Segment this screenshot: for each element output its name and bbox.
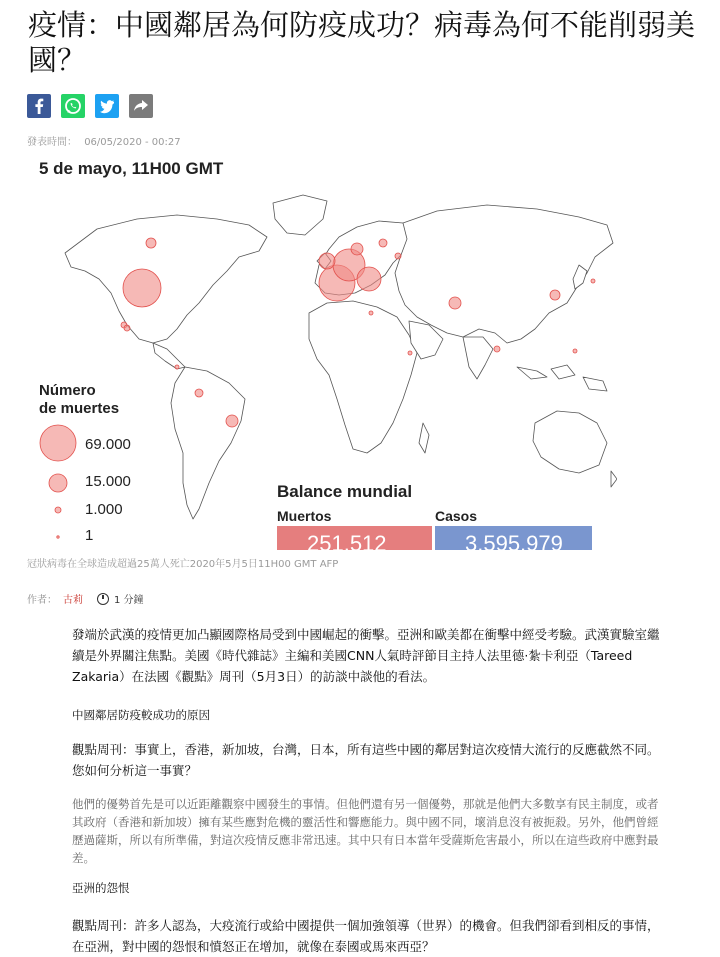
legend-label: 1.000	[85, 501, 123, 518]
covid-world-map-figure	[27, 153, 617, 550]
map-date: 5 de mayo, 11H00 GMT	[39, 159, 224, 178]
published-label: 發表時間：	[27, 137, 77, 148]
legend-bubbles	[40, 425, 76, 538]
image-caption: 冠狀病毒在全球造成超過25萬人死亡2020年5月5日11H00 GMT AFP	[27, 559, 339, 570]
byline	[27, 591, 144, 606]
cases-value: 3.595.979	[435, 526, 592, 550]
subheading-neighbors: 中國鄰居防疫較成功的原因	[72, 708, 210, 722]
publish-meta	[27, 133, 181, 148]
paragraph-question-2: 觀點周刊：許多人認為，大疫流行或給中國提供一個加強領導（世界）的機會。但我們卻看到相反的事情，在亞洲，對中國的怨恨和憤怒正在增加，就像在泰國或馬來西亞？	[72, 918, 660, 954]
paragraph-answer-1: 他們的優勢首先是可以近距離觀察中國發生的事情。但他們還有另一個優勢，那就是他們大多數享有民主制度，或者其政府（香港和新加坡）擁有某些應對危機的靈活性和響應能力。與中國不同，壞消息沒有被扼殺。另外，他們曾經歷過薩斯，所以有所準備，對這次疫情反應非常迅速。其中只有日本當年受薩斯危害最小，所以在這些政府中應對最差。	[72, 797, 659, 865]
deaths-label: Muertos	[277, 508, 332, 524]
author-label: 作者：	[27, 595, 57, 606]
published-date: 06/05/2020 - 00:27	[84, 137, 181, 148]
article-title: 疫情：中國鄰居為何防疫成功？病毒為何不能削弱美國？	[28, 8, 696, 77]
subheading-asia: 亞洲的怨恨	[72, 881, 130, 895]
balance-title: Balance mundial	[277, 482, 413, 501]
legend-label: 1	[85, 527, 94, 544]
reading-time: 1 分鐘	[114, 595, 144, 606]
twitter-icon[interactable]	[95, 94, 119, 118]
author-link[interactable]: 古莉	[63, 595, 83, 606]
legend-title-line2: de muertes	[39, 400, 120, 417]
share-icon[interactable]	[129, 94, 153, 118]
cases-label: Casos	[435, 508, 478, 524]
legend-label: 69.000	[85, 436, 131, 453]
facebook-icon[interactable]	[27, 94, 51, 118]
deaths-value: 251.512	[277, 526, 432, 550]
legend-label: 15.000	[85, 473, 131, 490]
paragraph-intro: 發端於武漢的疫情更加凸顯國際格局受到中國崛起的衝擊。亞洲和歐美都在衝擊中經受考驗。武漢實驗室繼續是外界關注焦點。美國《時代雜誌》主編和美國CNN人氣時評節目主持人法里德·紮卡利亞（Tareed Zakaria）在法國《觀點》周刊（5月3日）的訪談中談他的看法。	[72, 627, 660, 684]
legend-title	[39, 382, 119, 418]
whatsapp-icon[interactable]	[61, 94, 85, 118]
clock-icon	[97, 593, 109, 605]
share-bar	[27, 94, 153, 118]
paragraph-question-1: 觀點周刊：事實上，香港，新加坡，台灣，日本，所有這些中國的鄰居對這次疫情大流行的反應截然不同。您如何分析這一事實？	[72, 742, 660, 778]
legend-title-line1: Número	[39, 382, 96, 399]
